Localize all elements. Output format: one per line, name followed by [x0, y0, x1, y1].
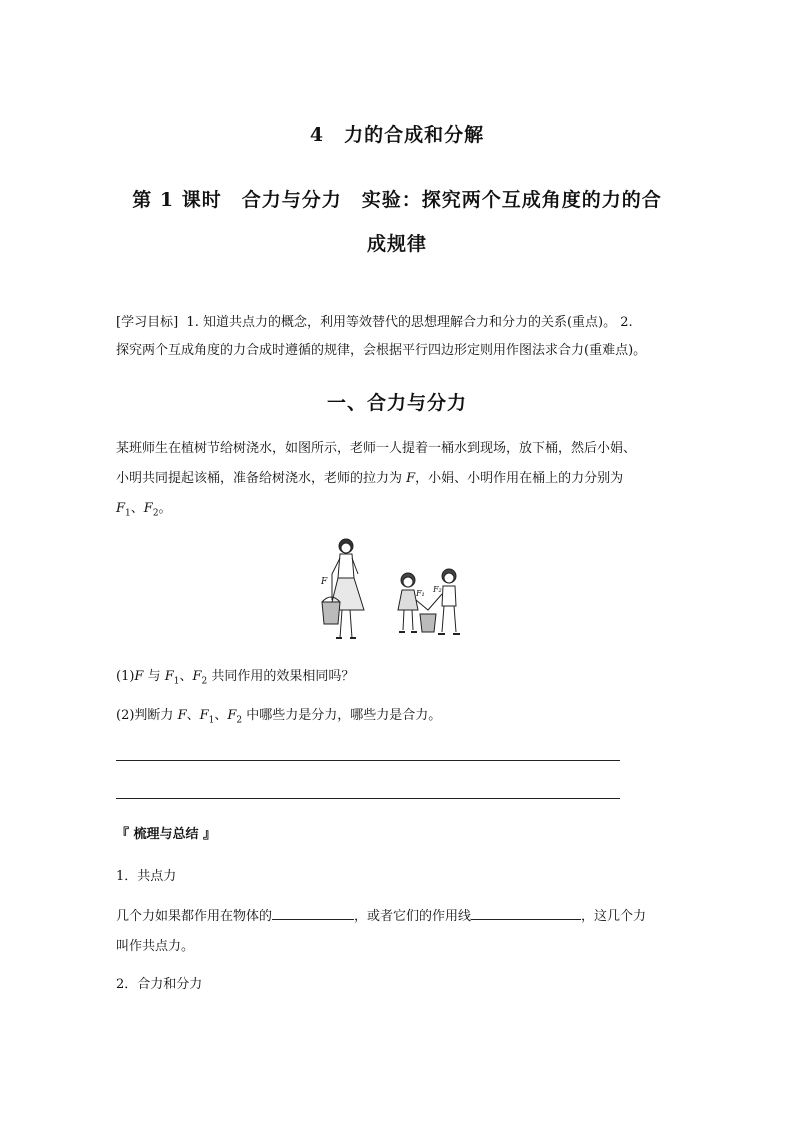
- summary-item-1-line-2: 叫作共点力。: [116, 939, 195, 954]
- learning-goals: [116, 309, 680, 365]
- goals-text-1: 1. 知道共点力的概念，利用等效替代的思想理解合力和分力的关系(重点)。 2.: [186, 315, 633, 330]
- goals-line-1: [116, 309, 680, 337]
- summary-heading: 『 梳理与总结 』: [116, 827, 217, 842]
- girl-figure: [398, 573, 418, 632]
- question-2: (2)判断力 F、$F_1$、$F_2$ 中哪些力是分力，哪些力是合力。: [116, 708, 442, 726]
- summary-item-1-line-1: 几个力如果都作用在物体的 ，或者它们的作用线 ，这几个力: [116, 902, 680, 932]
- answer-line-2[interactable]: [116, 798, 620, 799]
- subtitle-line-1: 第 1 课时 合力与分力 实验：探究两个互成角度的力的合: [132, 189, 662, 211]
- figure-label-f2: F₂: [433, 585, 442, 594]
- section-title: 一、合力与分力: [326, 392, 467, 414]
- intro-line-2: 小明共同提起该桶，准备给树浇水，老师的拉力为 F，小娟、小明作用在桶上的力分别为: [116, 471, 624, 486]
- summary-item-1-text: [116, 902, 680, 962]
- illustration-teacher-and-children: [312, 534, 472, 646]
- intro-paragraph: [116, 434, 680, 529]
- figure-label-f1: F₁: [416, 589, 425, 598]
- goals-line-2: 探究两个互成角度的力合成时遵循的规律，会根据平行四边形定则用作图法求合力(重难点)。: [116, 343, 647, 358]
- lesson-title: 4 力的合成和分解: [309, 124, 485, 146]
- intro-line-1: 某班师生在植树节给树浇水，如图所示，老师一人提着一桶水到现场，放下桶，然后小娟、: [116, 441, 637, 456]
- question-1: (1)F 与 $F_1$、$F_2$ 共同作用的效果相同吗？: [116, 669, 355, 687]
- intro-line-3: $F_1$、$F_2$。: [116, 501, 172, 519]
- answer-line-1[interactable]: [116, 760, 620, 761]
- bucket-children: [416, 594, 442, 632]
- summary-item-2-title: 2．合力和分力: [116, 977, 203, 992]
- summary-item-1-title: 1．共点力: [116, 869, 177, 884]
- goals-tag: [学习目标]: [116, 315, 179, 330]
- lesson-subtitle: [110, 178, 684, 266]
- boy-figure: [438, 569, 460, 634]
- fill-blank-1[interactable]: [272, 905, 354, 920]
- subtitle-line-2: 成规律: [366, 233, 427, 255]
- figure-label-f: F: [321, 577, 328, 587]
- fill-blank-2[interactable]: [471, 905, 581, 920]
